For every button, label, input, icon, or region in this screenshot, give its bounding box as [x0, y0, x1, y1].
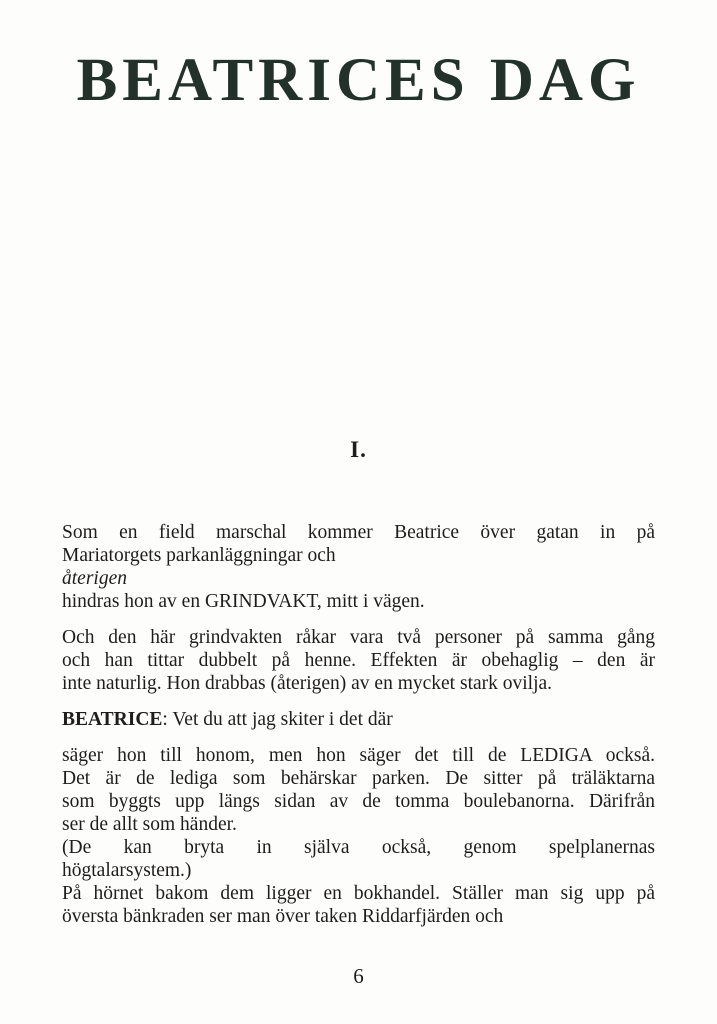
text-line: högtalarsystem.)	[62, 860, 192, 881]
paragraph	[62, 708, 655, 731]
paragraph	[62, 521, 655, 613]
chapter-number: I.	[350, 437, 367, 462]
text-line: säger hon till honom, men hon säger det till de LEDIGA också.	[62, 745, 655, 766]
text-line: På hörnet bakom dem ligger en bokhandel. Ställer man sig upp på	[62, 883, 655, 904]
text-line	[62, 708, 655, 731]
text-line: och han tittar dubbelt på henne. Effekten är obehaglig – den är	[62, 650, 655, 671]
text-line: ser de allt som händer.	[62, 814, 237, 835]
text-line: som byggts upp längs sidan av de tomma boulebanorna. Därifrån	[62, 791, 655, 812]
text-line: översta bänkraden ser man över taken Riddarfjärden och	[62, 906, 504, 927]
dialogue-text: : Vet du att jag skiter i det där	[162, 709, 393, 730]
text-line: Det är de lediga som behärskar parken. De sitter på träläktarna	[62, 768, 655, 789]
paragraph	[62, 744, 655, 928]
page-title: BEATRICES DAG	[76, 47, 641, 114]
body-text	[62, 521, 655, 928]
character-name: BEATRICE	[62, 709, 163, 730]
text-line: Som en field marschal kommer Beatrice över gatan in på	[62, 522, 655, 543]
text-line: hindras hon av en GRINDVAKT, mitt i vägen.	[62, 591, 425, 612]
text-line: (De kan bryta in själva också, genom spelplanernas	[62, 837, 655, 858]
text-line: återigen	[62, 568, 127, 589]
text-line: Och den här grindvakten råkar vara två personer på samma gång	[62, 627, 655, 648]
text-line: Mariatorgets parkanläggningar och	[62, 545, 336, 566]
text-line: inte naturlig. Hon drabbas (återigen) av en mycket stark ovilja.	[62, 673, 553, 694]
page-number: 6	[353, 964, 364, 988]
paragraph	[62, 626, 655, 695]
